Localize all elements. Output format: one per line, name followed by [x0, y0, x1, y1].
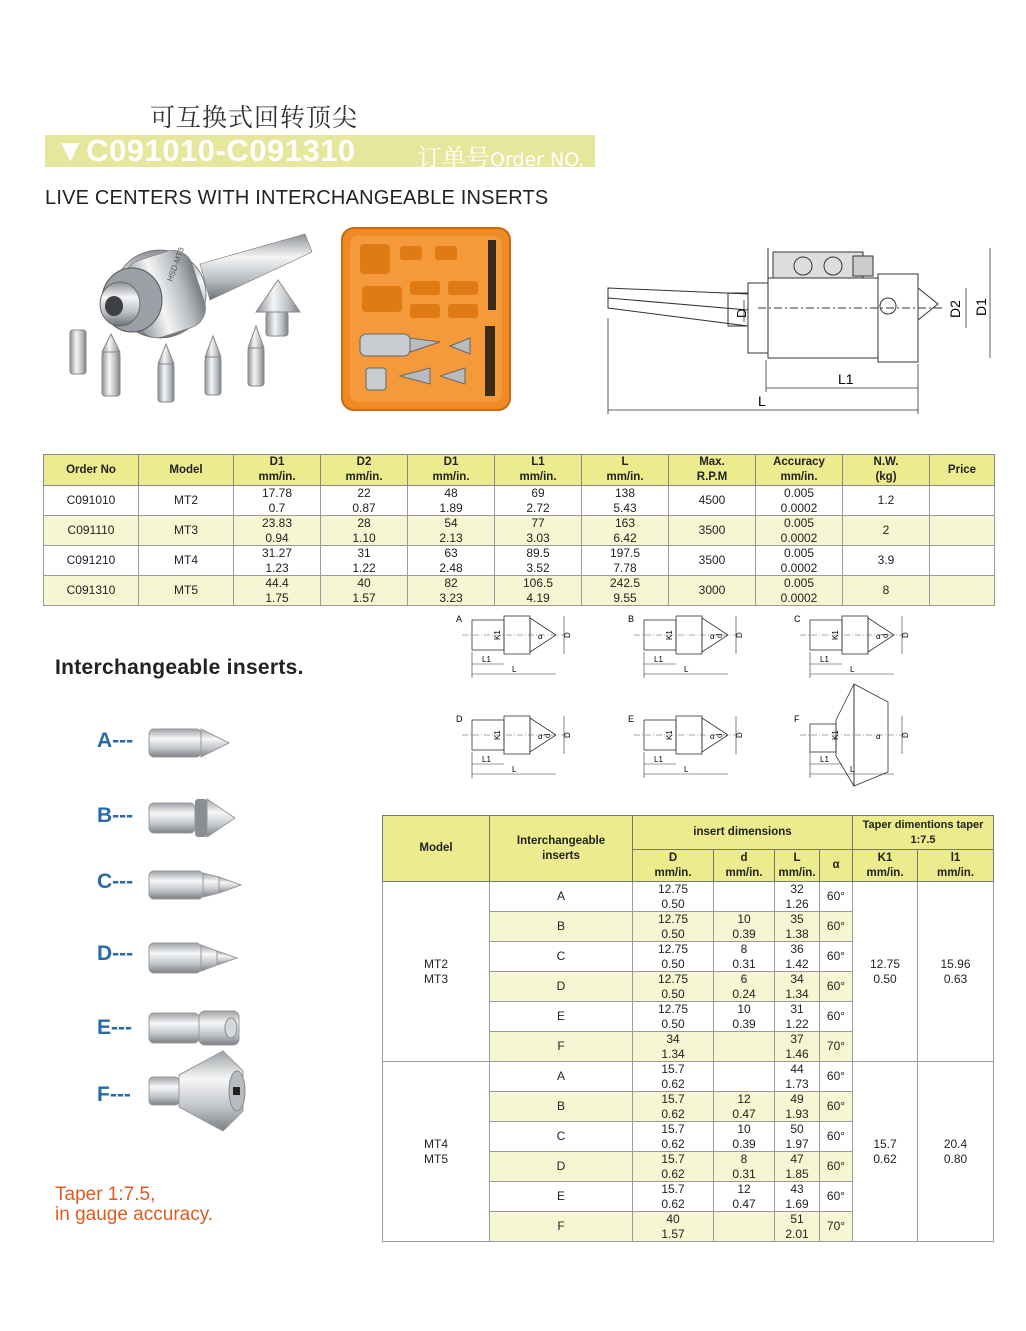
table-cell: 32 1.26	[775, 882, 820, 912]
table-cell: 22 0.87	[321, 486, 408, 516]
col-header: Price	[930, 455, 995, 486]
col-header: Order No	[44, 455, 139, 486]
table-cell: 12.75 0.50	[633, 972, 714, 1002]
table-cell: 12 0.47	[714, 1182, 775, 1212]
table-cell: 40 1.57	[321, 576, 408, 606]
table-cell: 51 2.01	[775, 1212, 820, 1242]
table-cell: 44 1.73	[775, 1062, 820, 1092]
model-cell: MT4 MT5	[383, 1062, 490, 1242]
table-row	[44, 486, 995, 516]
table-cell: C091010	[44, 486, 139, 516]
table-cell: 48 1.89	[408, 486, 495, 516]
order-label-en: Order NO.	[490, 149, 585, 171]
table-cell	[714, 882, 775, 912]
insert-label-c: C---	[97, 870, 134, 893]
table-cell: 4500	[669, 486, 756, 516]
table-cell: 15.7 0.62	[633, 1152, 714, 1182]
table-cell: 35 1.38	[775, 912, 820, 942]
insert-drawing-f	[794, 684, 910, 786]
col-header-interchangeable: Interchangeable inserts	[490, 816, 633, 882]
col-header: Model	[139, 455, 234, 486]
table-cell: 47 1.85	[775, 1152, 820, 1182]
table-row	[44, 516, 995, 546]
table-cell: 15.7 0.62	[633, 1092, 714, 1122]
dim-k1-label: K1	[493, 730, 502, 740]
table-cell: 60°	[820, 912, 853, 942]
dim-k1-label: K1	[665, 730, 674, 740]
table-cell: 10 0.39	[714, 912, 775, 942]
table-cell: 8 0.31	[714, 1152, 775, 1182]
l1-cell: 20.4 0.80	[918, 1062, 994, 1242]
col-header-insert-dims: insert dimensions	[633, 816, 853, 850]
table-cell: C091110	[44, 516, 139, 546]
table-cell: 3.9	[843, 546, 930, 576]
dim-D-label: D	[901, 732, 910, 738]
col-header: Max. R.P.M	[669, 455, 756, 486]
insert-table-header-row-1	[383, 816, 994, 850]
table-cell: D	[490, 1152, 633, 1182]
insert-label-b: B---	[97, 804, 134, 827]
insert-drawing-e	[628, 714, 744, 778]
table-cell: E	[490, 1182, 633, 1212]
table-cell: 34 1.34	[633, 1032, 714, 1062]
dim-alpha-label: α	[538, 632, 543, 641]
live-center-drawing	[598, 238, 998, 416]
col-header-model: Model	[383, 816, 490, 882]
spec-table-header-row	[44, 455, 995, 486]
table-cell: F	[490, 1032, 633, 1062]
sub-header: l1 mm/in.	[918, 850, 994, 882]
dim-d2-label: D2	[947, 300, 963, 318]
sub-header: D mm/in.	[633, 850, 714, 882]
table-cell: 15.7 0.62	[633, 1062, 714, 1092]
dim-l-label: L	[850, 665, 855, 674]
table-cell: 60°	[820, 1062, 853, 1092]
table-cell: 31 1.22	[775, 1002, 820, 1032]
table-cell	[930, 546, 995, 576]
dim-l1-label: L1	[838, 371, 854, 387]
table-cell: 6 0.24	[714, 972, 775, 1002]
k1-cell: 12.75 0.50	[853, 882, 918, 1062]
svg-text:HSD-MT3: HSD-MT3	[165, 246, 187, 283]
table-cell: 8	[843, 576, 930, 606]
insert-drawing-c	[794, 614, 910, 678]
insert-label-d: D---	[97, 942, 134, 965]
table-cell: 40 1.57	[633, 1212, 714, 1242]
order-code-range: ▼C091010-C091310	[55, 133, 356, 168]
insert-label-e: E---	[97, 1016, 132, 1039]
dim-l-label: L	[512, 665, 517, 674]
spec-table	[43, 454, 995, 606]
table-cell: 89.5 3.52	[495, 546, 582, 576]
dim-l-label: L	[684, 765, 689, 774]
chinese-title: 可互换式回转顶尖	[150, 103, 359, 132]
col-header: D1 mm/in.	[234, 455, 321, 486]
table-cell: 12.75 0.50	[633, 942, 714, 972]
col-header: D1 mm/in.	[408, 455, 495, 486]
table-cell: 28 1.10	[321, 516, 408, 546]
table-cell: 2	[843, 516, 930, 546]
table-cell	[714, 1212, 775, 1242]
table-cell: 60°	[820, 1182, 853, 1212]
table-cell: 10 0.39	[714, 1122, 775, 1152]
table-cell: 63 2.48	[408, 546, 495, 576]
sub-header: K1 mm/in.	[853, 850, 918, 882]
insert-e-photo	[149, 1011, 239, 1045]
dim-alpha-label: α	[538, 732, 543, 741]
table-cell: C091310	[44, 576, 139, 606]
table-cell: 60°	[820, 1092, 853, 1122]
table-cell: C	[490, 1122, 633, 1152]
dim-d-label: d	[715, 733, 724, 738]
dim-alpha-label: α	[876, 732, 881, 741]
table-cell: 12.75 0.50	[633, 912, 714, 942]
table-cell: 138 5.43	[582, 486, 669, 516]
insert-d-photo	[149, 943, 237, 973]
k1-cell: 15.7 0.62	[853, 1062, 918, 1242]
col-header: Accuracy mm/in.	[756, 455, 843, 486]
insert-drawing-b	[628, 614, 744, 678]
insert-a-photo	[149, 729, 229, 757]
table-cell: 60°	[820, 1152, 853, 1182]
table-cell: 49 1.93	[775, 1092, 820, 1122]
table-cell: 44.4 1.75	[234, 576, 321, 606]
table-cell: 77 3.03	[495, 516, 582, 546]
col-header: N.W. (kg)	[843, 455, 930, 486]
table-cell: 3500	[669, 546, 756, 576]
table-cell: 0.005 0.0002	[756, 576, 843, 606]
dim-D-label: D	[563, 632, 572, 638]
table-cell: MT4	[139, 546, 234, 576]
table-cell: 10 0.39	[714, 1002, 775, 1032]
table-cell: A	[490, 1062, 633, 1092]
table-cell: 12.75 0.50	[633, 1002, 714, 1032]
table-cell: 242.5 9.55	[582, 576, 669, 606]
order-number-label	[418, 138, 584, 173]
table-cell	[714, 1062, 775, 1092]
insert-drawings	[452, 612, 992, 810]
dim-k1-label: K1	[665, 630, 674, 640]
inserts-title: Interchangeable inserts.	[55, 656, 304, 679]
sub-header: L mm/in.	[775, 850, 820, 882]
table-cell: 8 0.31	[714, 942, 775, 972]
table-cell: 12 0.47	[714, 1092, 775, 1122]
dim-D-label: D	[901, 632, 910, 638]
dim-alpha-label: α	[876, 632, 881, 641]
table-cell: 70°	[820, 1032, 853, 1062]
dim-k1-label: K1	[493, 630, 502, 640]
table-cell: 31.27 1.23	[234, 546, 321, 576]
table-cell: D	[490, 972, 633, 1002]
table-cell: MT3	[139, 516, 234, 546]
table-cell: MT5	[139, 576, 234, 606]
drawing-letter: C	[794, 614, 801, 624]
taper-note: Taper 1:7.5, in gauge accuracy.	[55, 1184, 214, 1225]
dim-alpha-label: α	[710, 732, 715, 741]
table-cell	[714, 1032, 775, 1062]
table-cell: 106.5 4.19	[495, 576, 582, 606]
drawing-letter: A	[456, 614, 463, 624]
table-cell: F	[490, 1212, 633, 1242]
table-cell: 82 3.23	[408, 576, 495, 606]
dim-d-label: d	[715, 633, 724, 638]
dim-k1-label: K1	[831, 630, 840, 640]
drawing-letter: B	[628, 614, 635, 624]
dim-d-label: d	[881, 633, 890, 638]
dim-l1-label: L1	[820, 755, 829, 764]
l1-cell: 15.96 0.63	[918, 882, 994, 1062]
dim-D-label: D	[735, 732, 744, 738]
page-subtitle: LIVE CENTERS WITH INTERCHANGEABLE INSERTS	[45, 187, 549, 209]
table-cell: 0.005 0.0002	[756, 486, 843, 516]
table-cell: B	[490, 912, 633, 942]
insert-label-f: F---	[97, 1083, 131, 1106]
insert-dimensions-table	[382, 815, 994, 1242]
insert-f-photo	[149, 1051, 245, 1131]
table-cell: 70°	[820, 1212, 853, 1242]
dim-l1-label: L1	[654, 755, 663, 764]
dim-alpha-label: α	[710, 632, 715, 641]
dim-d-label: D	[734, 308, 749, 318]
dim-l-label: L	[758, 393, 766, 409]
table-cell: 43 1.69	[775, 1182, 820, 1212]
dim-l1-label: L1	[482, 755, 491, 764]
table-cell: 23.83 0.94	[234, 516, 321, 546]
table-cell: 15.7 0.62	[633, 1182, 714, 1212]
table-cell: 60°	[820, 1002, 853, 1032]
sub-header: α	[820, 850, 853, 882]
table-cell: 0.005 0.0002	[756, 516, 843, 546]
table-cell: C	[490, 942, 633, 972]
table-cell: 50 1.97	[775, 1122, 820, 1152]
table-cell	[930, 486, 995, 516]
insert-drawing-d	[456, 714, 572, 778]
table-row	[383, 1062, 994, 1092]
table-cell: 1.2	[843, 486, 930, 516]
sub-header: d mm/in.	[714, 850, 775, 882]
table-cell: 69 2.72	[495, 486, 582, 516]
table-cell	[930, 576, 995, 606]
dim-l-label: L	[850, 765, 855, 774]
order-label-cn: 订单号	[418, 144, 490, 172]
table-row	[383, 882, 994, 912]
table-row	[44, 576, 995, 606]
table-cell: 197.5 7.78	[582, 546, 669, 576]
table-cell: 3000	[669, 576, 756, 606]
table-cell: 60°	[820, 882, 853, 912]
table-cell: 34 1.34	[775, 972, 820, 1002]
table-cell: E	[490, 1002, 633, 1032]
table-row	[44, 546, 995, 576]
table-cell: A	[490, 882, 633, 912]
table-cell: 0.005 0.0002	[756, 546, 843, 576]
table-cell: 60°	[820, 1122, 853, 1152]
dim-l1-label: L1	[820, 655, 829, 664]
table-cell: C091210	[44, 546, 139, 576]
table-cell: 60°	[820, 972, 853, 1002]
dim-D-label: D	[563, 732, 572, 738]
table-cell: 60°	[820, 942, 853, 972]
table-cell: 3500	[669, 516, 756, 546]
drawing-letter: D	[456, 714, 463, 724]
table-cell: 54 2.13	[408, 516, 495, 546]
insert-drawing-a	[456, 614, 572, 678]
model-cell: MT2 MT3	[383, 882, 490, 1062]
col-header: D2 mm/in.	[321, 455, 408, 486]
table-cell	[930, 516, 995, 546]
live-center-photo	[60, 222, 320, 412]
insert-c-photo	[149, 871, 241, 899]
dim-D-label: D	[735, 632, 744, 638]
table-cell: B	[490, 1092, 633, 1122]
dim-l1-label: L1	[654, 655, 663, 664]
table-cell: 36 1.42	[775, 942, 820, 972]
storage-case-photo	[340, 226, 512, 412]
col-header: L mm/in.	[582, 455, 669, 486]
dim-l-label: L	[684, 665, 689, 674]
insert-b-photo	[149, 799, 235, 837]
table-cell: 12.75 0.50	[633, 882, 714, 912]
insert-label-a: A---	[97, 729, 134, 752]
col-header: L1 mm/in.	[495, 455, 582, 486]
insert-photos	[145, 715, 255, 1155]
dim-d1-label: D1	[973, 298, 989, 316]
dim-d-label: d	[543, 733, 552, 738]
table-cell: 17.78 0.7	[234, 486, 321, 516]
table-cell: 31 1.22	[321, 546, 408, 576]
dim-l1-label: L1	[482, 655, 491, 664]
drawing-letter: F	[794, 714, 800, 724]
col-header-taper: Taper dimentions taper 1:7.5	[853, 816, 994, 850]
table-cell: MT2	[139, 486, 234, 516]
dim-k1-label: K1	[831, 730, 840, 740]
table-cell: 37 1.46	[775, 1032, 820, 1062]
table-cell: 15.7 0.62	[633, 1122, 714, 1152]
drawing-letter: E	[628, 714, 635, 724]
table-cell: 163 6.42	[582, 516, 669, 546]
dim-l-label: L	[512, 765, 517, 774]
